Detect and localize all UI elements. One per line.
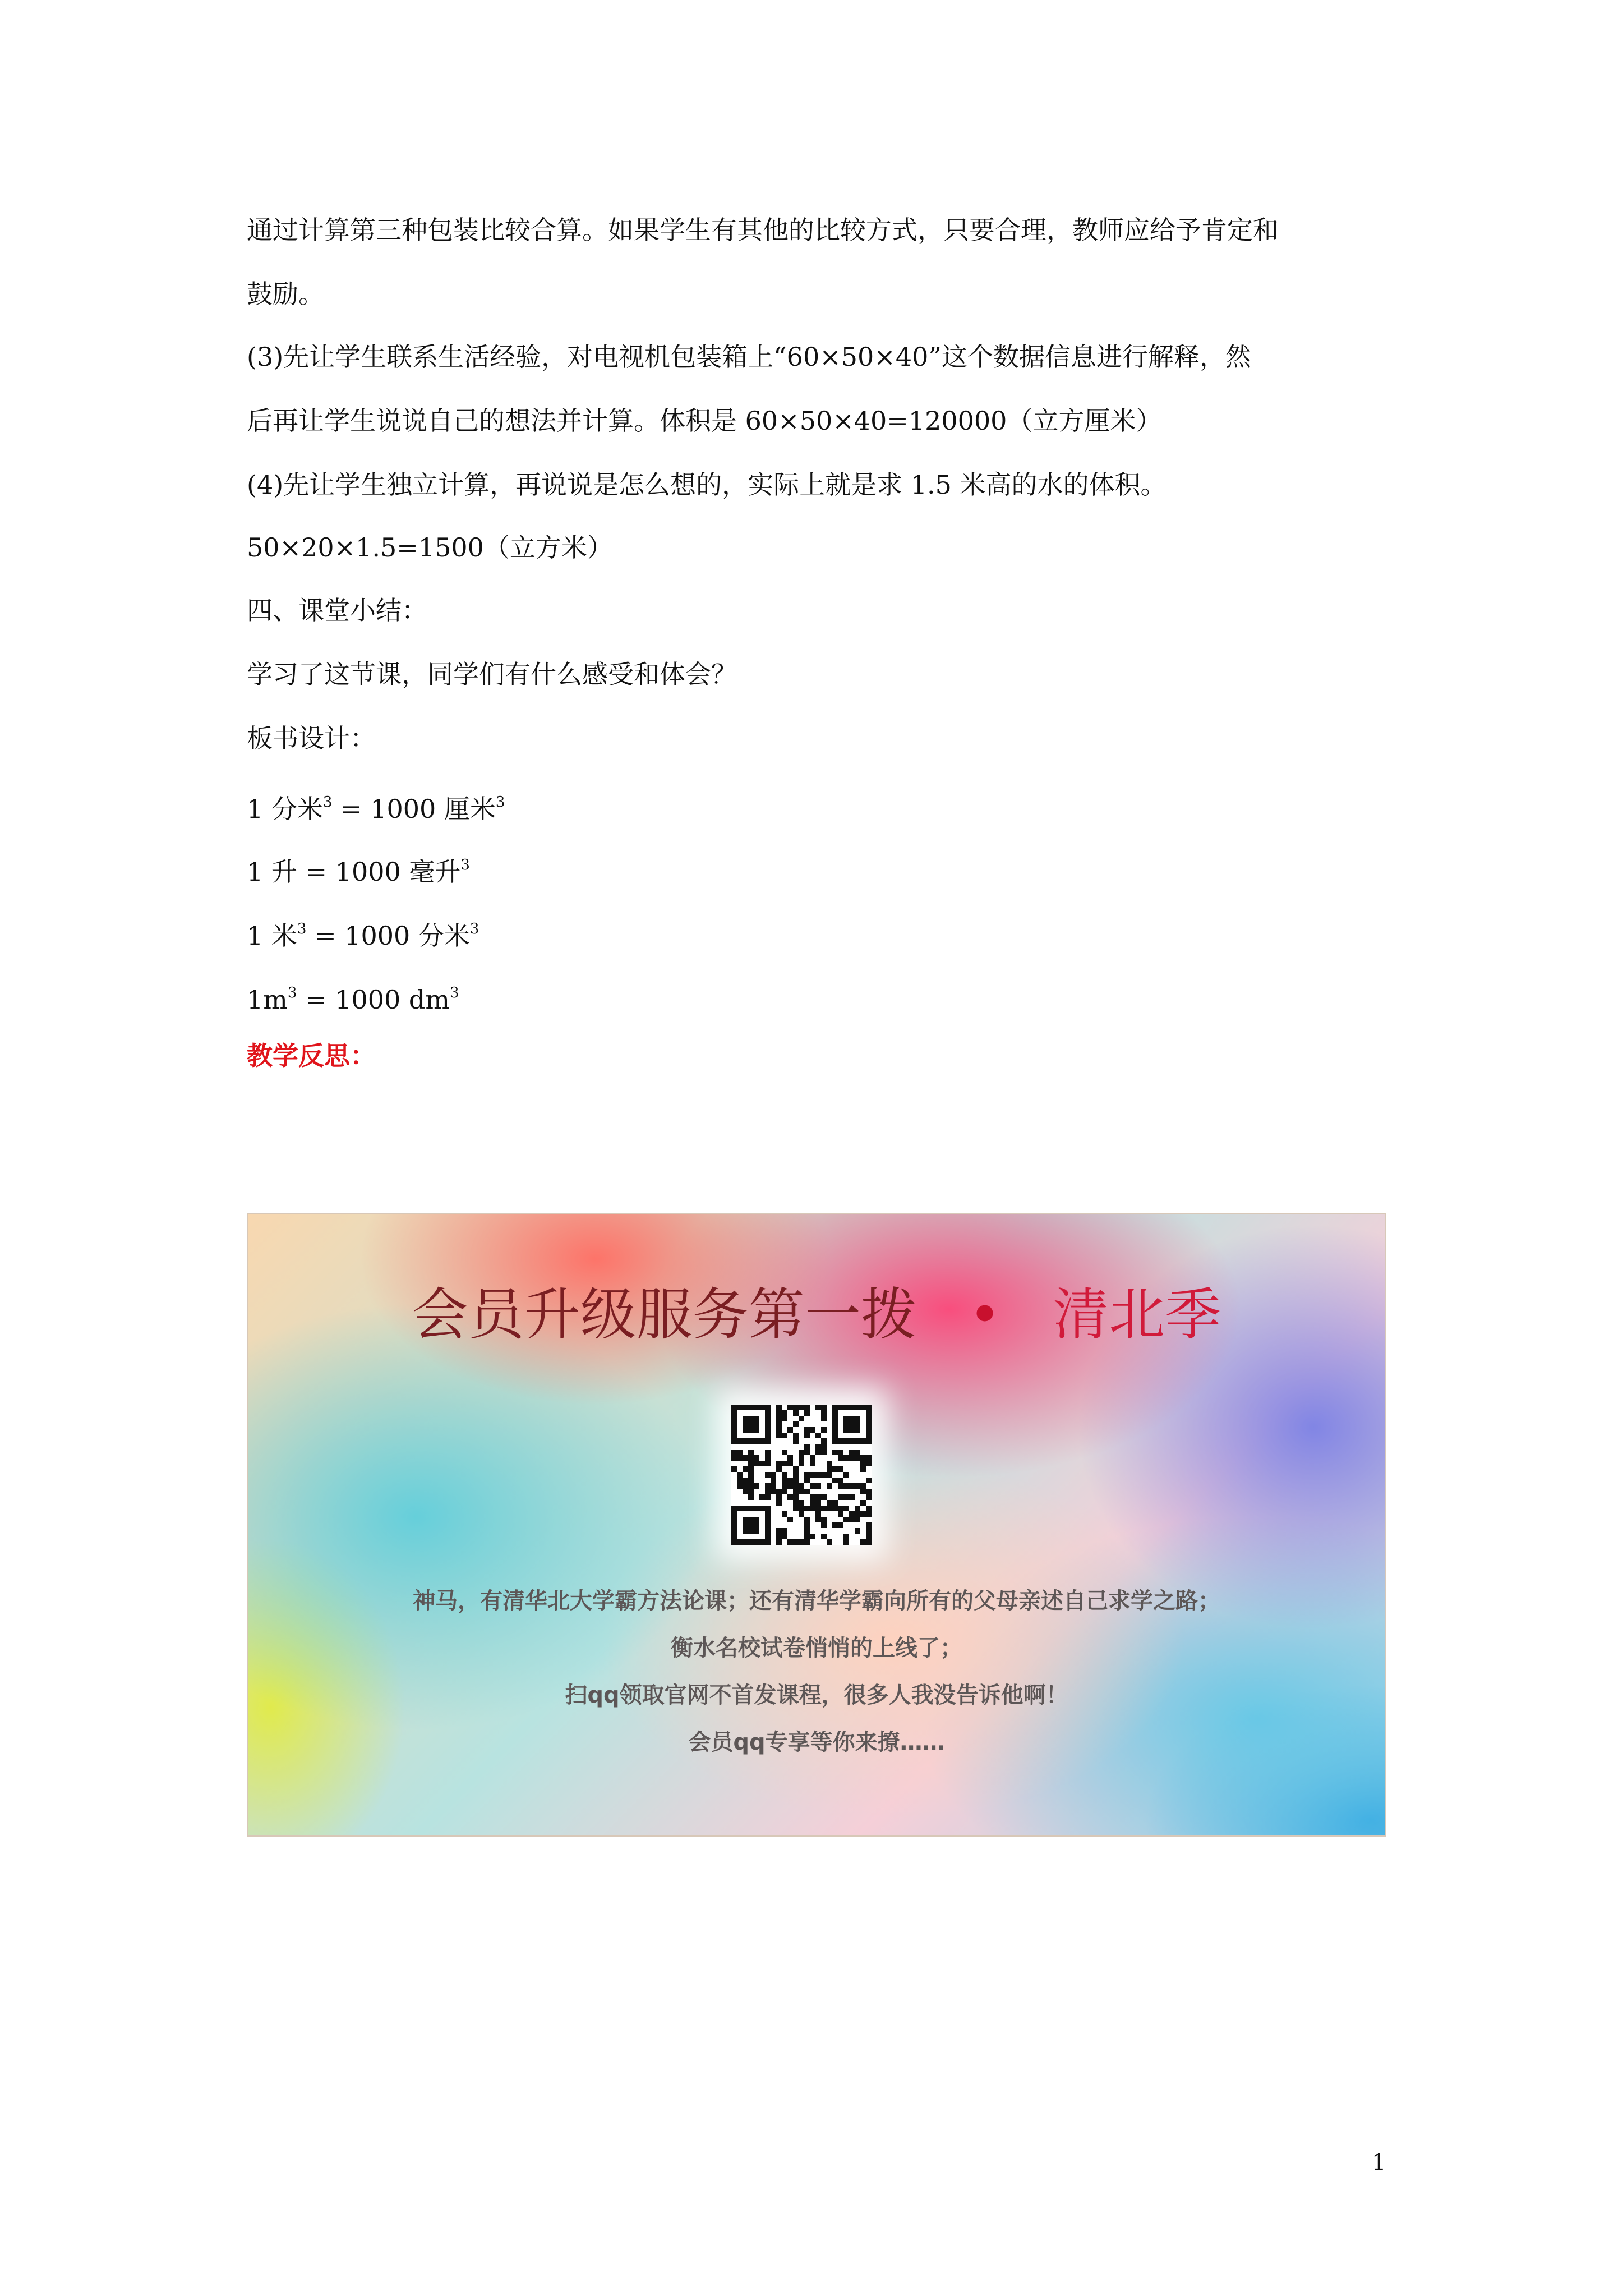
- body-line-8: 学习了这节课，同学们有什么感受和体会？: [247, 659, 737, 689]
- banner-text-line-1: 神马，有清华北大学霸方法论课；还有清华学霸向所有的父母亲述自己求学之路；: [413, 1588, 1220, 1614]
- banner-text-line-4: 会员qq专享等你来撩……: [688, 1729, 945, 1755]
- body-line-3: (3)先让学生联系生活经验，对电视机包装箱上“60×50×40”这个数据信息进行解释，然: [247, 342, 1251, 372]
- body-line-2: 鼓励。: [247, 279, 324, 309]
- formula-2: 1 升 = 1000 毫升$^3$: [247, 857, 470, 887]
- formula-1: 1 分米$^3$ = 1000 厘米$^3$: [247, 794, 505, 824]
- board-design-label: 板书设计：: [247, 723, 376, 753]
- banner-text-line-2: 衡水名校试卷悄悄的上线了；: [671, 1635, 962, 1661]
- banner-title: 会员升级服务第一拨 • 清北季: [412, 1282, 1221, 1347]
- banner-text-line-3: 扫qq领取官网不首发课程，很多人我没告诉他啊！: [565, 1682, 1068, 1708]
- page-number: 1: [1372, 2150, 1386, 2175]
- formula-3: 1 米$^3$ = 1000 分米$^3$: [247, 921, 479, 951]
- body-line-5: (4)先让学生独立计算，再说说是怎么想的，实际上就是求 1.5 米高的水的体积。: [247, 470, 1166, 500]
- promo-banner[interactable]: [247, 1213, 1386, 1837]
- body-line-1: 通过计算第三种包装比较合算。如果学生有其他的比较方式，只要合理，教师应给予肯定和: [247, 215, 1279, 245]
- formula-4: $1m^3 = 1000$ $dm^3$: [247, 984, 459, 1015]
- reflection-heading: 教学反思：: [247, 1041, 376, 1071]
- section-heading-summary: 四、课堂小结：: [247, 595, 427, 625]
- body-line-6: 50×20×1.5=1500（立方米）: [247, 532, 613, 563]
- qr-code-icon: [731, 1405, 872, 1545]
- body-line-4: 后再让学生说说自己的想法并计算。体积是 60×50×40=120000（立方厘米）: [247, 406, 1162, 436]
- qr-code[interactable]: [731, 1405, 872, 1545]
